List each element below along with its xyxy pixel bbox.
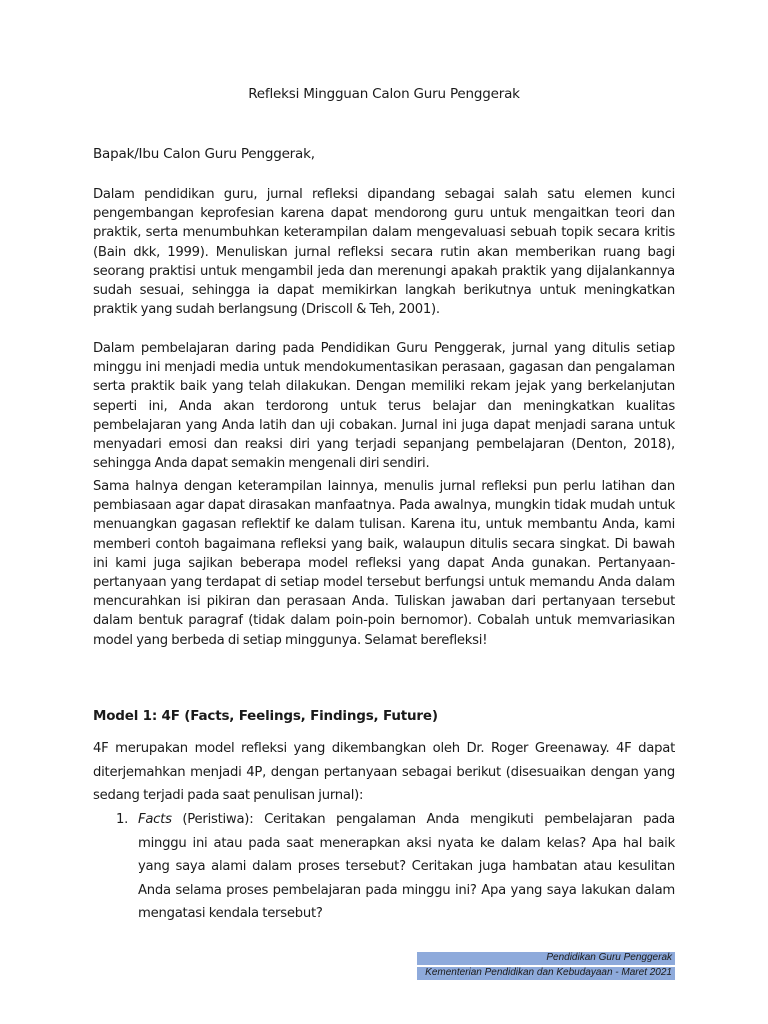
salutation: Bapak/Ibu Calon Guru Penggerak, — [93, 146, 315, 162]
footer-ministry: Kementerian Pendidikan dan Kebudayaan - Maret 2021 — [417, 967, 675, 980]
model-intro: 4F merupakan model refleksi yang dikembangkan oleh Dr. Roger Greenaway. 4F dapat diterjemahkan menjadi 4P, dengan pertanyaan sebagai berikut (disesuaikan dengan yang sedang terjadi pada saat penulisan jurnal): — [93, 741, 675, 803]
model-heading-label: Model 1: — [93, 708, 158, 724]
model-heading-name: 4F (Facts, Feelings, Findings, Future) — [157, 708, 438, 724]
paragraph-3: Sama halnya dengan keterampilan lainnya, menulis jurnal refleksi pun perlu latihan dan pembiasaan agar dapat dirasakan manfaatnya. Pada awalnya, mungkin tidak mudah untuk menuangkan gagasan reflektif ke dalam tulisan. Karena itu, untuk membantu Anda, kami memberi contoh bagaimana refleksi yang baik, walaupun ditulis secara singkat. Di bawah ini kami juga sajikan beberapa model refleksi yang dapat Anda gunakan. Pertanyaan-pertanyaan yang terdapat di setiap model tersebut berfungsi untuk memandu Anda dalam mencurahkan isi pikiran dan perasaan Anda. Tuliskan jawaban dari pertanyaan tersebut dalam bentuk paragraf (tidak dalam poin-poin bernomor). Cobalah untuk memvariasikan model yang berbeda di setiap minggunya. Selamat berefleksi! — [93, 479, 675, 648]
paragraph-2: Dalam pembelajaran daring pada Pendidikan Guru Penggerak, jurnal yang ditulis setiap minggu ini menjadi media untuk mendokumentasikan perasaan, gagasan dan pengalaman serta praktik baik yang telah dilakukan. Dengan memiliki rekam jejak yang berkelanjutan seperti ini, Anda akan terdorong untuk terus belajar dan meningkatkan kualitas pembelajaran yang Anda latih dan uji cobakan. Jurnal ini juga dapat menjadi sarana untuk menyadari emosi dan reaksi diri yang terjadi sepanjang pembelajaran (Denton, 2018), sehingga Anda dapat semakin mengenali diri sendiri. — [93, 341, 675, 472]
list-item-number: 1. — [116, 812, 129, 827]
footer-program: Pendidikan Guru Penggerak — [417, 952, 675, 965]
document-title: Refleksi Mingguan Calon Guru Penggerak — [248, 86, 520, 102]
list-item — [93, 808, 675, 926]
list-item-text: (Peristiwa): Ceritakan pengalaman Anda mengikuti pembelajaran pada minggu ini atau pada saat menerapkan aksi nyata ke dalam kelas? Apa hal baik yang saya alami dalam proses tersebut? Ceritakan juga hambatan atau kesulitan Anda selama proses pembelajaran pada minggu ini? Apa yang saya lakukan dalam mengatasi kendala tersebut? — [138, 812, 675, 921]
model-question-list — [93, 808, 675, 926]
model-heading — [93, 708, 438, 724]
list-item-term: Facts — [138, 812, 172, 827]
paragraph-1: Dalam pendidikan guru, jurnal refleksi dipandang sebagai salah satu elemen kunci pengembangan keprofesian karena dapat mendorong guru untuk mengaitkan teori dan praktik, serta menumbuhkan keterampilan dalam mengevaluasi sebuah topik secara kritis (Bain dkk, 1999). Menuliskan jurnal refleksi secara rutin akan memberikan ruang bagi seorang praktisi untuk mengambil jeda dan merenungi apakah praktik yang dijalankannya sudah sesuai, sehingga ia dapat memikirkan langkah berikutnya untuk meningkatkan praktik yang sudah berlangsung (Driscoll & Teh, 2001). — [93, 187, 675, 318]
